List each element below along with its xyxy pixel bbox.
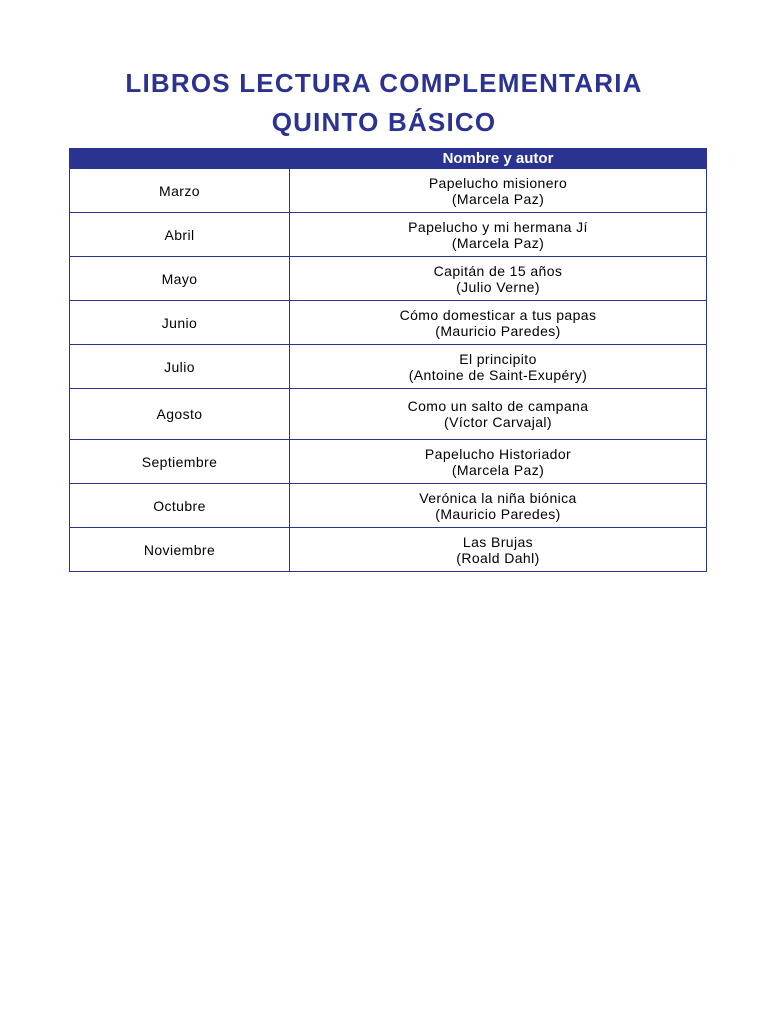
book-cell bbox=[290, 528, 707, 572]
book-title: Papelucho misionero bbox=[428, 174, 568, 191]
book-cell bbox=[290, 169, 707, 213]
book-cell bbox=[290, 440, 707, 484]
month-cell: Mayo bbox=[70, 257, 290, 301]
month-cell: Octubre bbox=[70, 484, 290, 528]
table-row bbox=[70, 345, 707, 389]
book-cell bbox=[290, 213, 707, 257]
book-title: Las Brujas bbox=[462, 533, 534, 550]
book-author: (Julio Verne) bbox=[456, 278, 540, 295]
book-cell bbox=[290, 345, 707, 389]
book-author: (Mauricio Paredes) bbox=[435, 505, 561, 522]
month-cell: Agosto bbox=[70, 389, 290, 440]
book-cell bbox=[290, 484, 707, 528]
month-cell: Septiembre bbox=[70, 440, 290, 484]
table-row bbox=[70, 301, 707, 345]
month-cell: Julio bbox=[70, 345, 290, 389]
month-cell: Noviembre bbox=[70, 528, 290, 572]
header-month-cell bbox=[70, 149, 290, 169]
book-title: Verónica la niña biónica bbox=[419, 489, 577, 506]
book-author: (Marcela Paz) bbox=[451, 190, 545, 207]
month-cell: Junio bbox=[70, 301, 290, 345]
table-row bbox=[70, 257, 707, 301]
table-row bbox=[70, 169, 707, 213]
table-row bbox=[70, 213, 707, 257]
book-author: (Antoine de Saint-Exupéry) bbox=[408, 366, 588, 383]
book-title: Como un salto de campana bbox=[407, 398, 589, 414]
book-cell bbox=[290, 301, 707, 345]
header-book-cell: Nombre y autor bbox=[290, 149, 707, 169]
book-title: Cómo domesticar a tus papas bbox=[399, 306, 597, 323]
book-cell bbox=[290, 257, 707, 301]
book-author: (Mauricio Paredes) bbox=[435, 322, 561, 339]
book-author: (Víctor Carvajal) bbox=[444, 414, 552, 430]
book-title: Papelucho Historiador bbox=[424, 445, 572, 462]
book-author: (Marcela Paz) bbox=[451, 461, 545, 478]
month-cell: Abril bbox=[70, 213, 290, 257]
book-title: Capitán de 15 años bbox=[433, 262, 563, 279]
book-author: (Roald Dahl) bbox=[456, 549, 540, 566]
book-title: El principito bbox=[459, 350, 537, 367]
table-row bbox=[70, 528, 707, 572]
book-cell bbox=[290, 389, 707, 440]
reading-schedule-table bbox=[69, 148, 707, 572]
table-header-row bbox=[70, 149, 707, 169]
book-title: Papelucho y mi hermana Jí bbox=[408, 218, 588, 235]
book-author: (Marcela Paz) bbox=[451, 234, 545, 251]
month-cell: Marzo bbox=[70, 169, 290, 213]
page-title-line-2: QUINTO BÁSICO bbox=[271, 107, 497, 137]
table-row bbox=[70, 389, 707, 440]
table-row bbox=[70, 484, 707, 528]
page-title-line-1: LIBROS LECTURA COMPLEMENTARIA bbox=[125, 68, 643, 98]
table-row bbox=[70, 440, 707, 484]
